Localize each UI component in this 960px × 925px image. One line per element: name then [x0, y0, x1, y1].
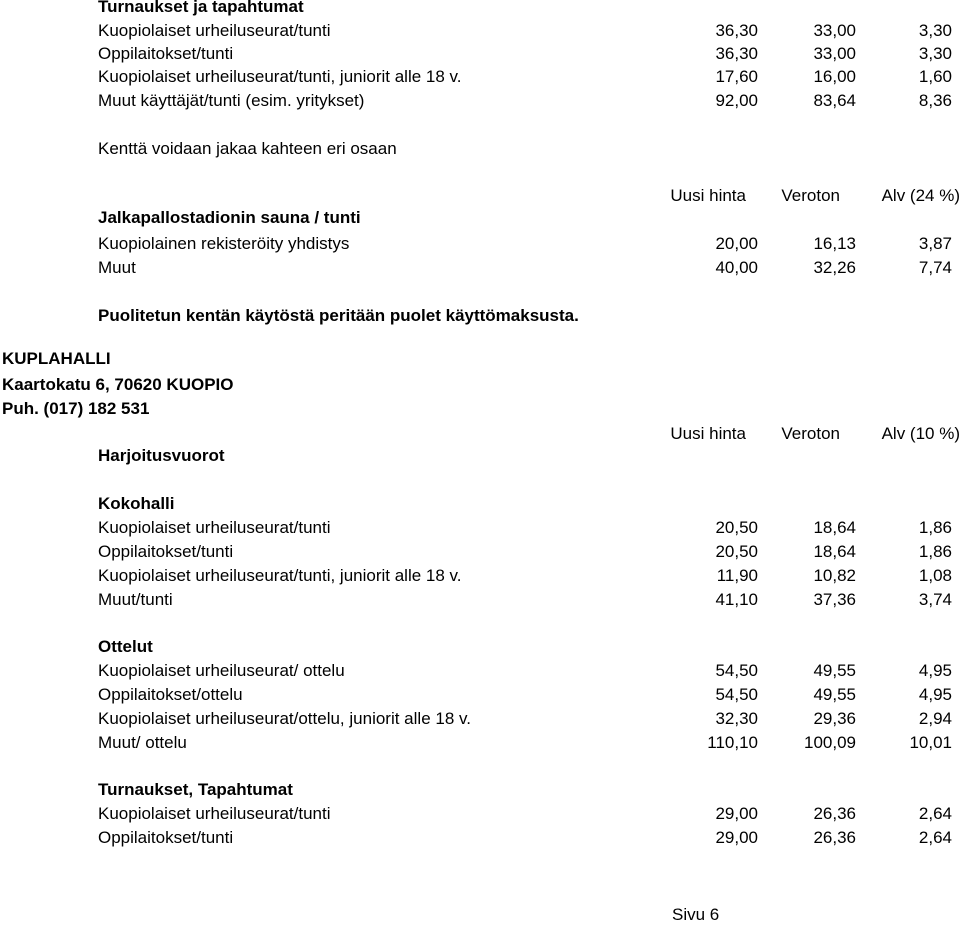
net-cell: 16,13 — [813, 234, 856, 253]
price-cell: 32,30 — [715, 709, 758, 728]
venue-phone: Puh. (017) 182 531 — [2, 399, 150, 418]
net-cell: 10,82 — [813, 566, 856, 585]
header-vat: Alv (10 %) — [881, 424, 960, 443]
price-cell: 29,00 — [715, 804, 758, 823]
venue-address: Kaartokatu 6, 70620 KUOPIO — [2, 375, 234, 394]
price-cell: 29,00 — [715, 828, 758, 847]
row-label: Kuopiolaiset urheiluseurat/tunti — [98, 518, 331, 537]
row-label: Kuopiolainen rekisteröity yhdistys — [98, 234, 350, 253]
vat-cell: 7,74 — [918, 258, 952, 277]
vat-cell: 2,94 — [918, 709, 952, 728]
price-cell: 36,30 — [715, 44, 758, 63]
row-label: Muut/tunti — [98, 590, 173, 609]
price-cell: 20,00 — [715, 234, 758, 253]
net-cell: 26,36 — [813, 828, 856, 847]
row-label: Kuopiolaiset urheiluseurat/tunti, juniorit alle 18 v. — [98, 67, 462, 86]
note-half-field: Puolitetun kentän käytöstä peritään puolet käyttömaksusta. — [98, 306, 579, 325]
row-label: Muut — [98, 258, 136, 277]
vat-cell: 1,08 — [918, 566, 952, 585]
vat-cell: 3,87 — [918, 234, 952, 253]
row-label: Kuopiolaiset urheiluseurat/tunti — [98, 21, 331, 40]
vat-cell: 1,86 — [918, 518, 952, 537]
header-net: Veroton — [781, 186, 840, 205]
vat-cell: 3,30 — [918, 21, 952, 40]
price-cell: 41,10 — [715, 590, 758, 609]
row-label: Muut käyttäjät/tunti (esim. yritykset) — [98, 91, 365, 110]
price-cell: 54,50 — [715, 685, 758, 704]
net-cell: 29,36 — [813, 709, 856, 728]
price-cell: 54,50 — [715, 661, 758, 680]
net-cell: 33,00 — [813, 44, 856, 63]
section-title-turnaukset-ja-tapahtumat: Turnaukset ja tapahtumat — [98, 0, 304, 16]
net-cell: 37,36 — [813, 590, 856, 609]
header-net: Veroton — [781, 424, 840, 443]
section-title-kokohalli: Kokohalli — [98, 494, 175, 513]
net-cell: 26,36 — [813, 804, 856, 823]
vat-cell: 3,30 — [918, 44, 952, 63]
net-cell: 16,00 — [813, 67, 856, 86]
page-number: Sivu 6 — [672, 905, 720, 924]
row-label: Kuopiolaiset urheiluseurat/ottelu, juniorit alle 18 v. — [98, 709, 471, 728]
vat-cell: 2,64 — [918, 828, 952, 847]
row-label: Oppilaitokset/ottelu — [98, 685, 243, 704]
price-cell: 36,30 — [715, 21, 758, 40]
row-label: Kuopiolaiset urheiluseurat/tunti — [98, 804, 331, 823]
section-title-sauna: Jalkapallostadionin sauna / tunti — [98, 208, 361, 227]
price-cell: 20,50 — [715, 542, 758, 561]
row-label: Oppilaitokset/tunti — [98, 542, 234, 561]
section-title-ottelut: Ottelut — [98, 637, 153, 656]
net-cell: 33,00 — [813, 21, 856, 40]
price-cell: 17,60 — [715, 67, 758, 86]
net-cell: 49,55 — [813, 661, 856, 680]
section-title-turnaukset-tapahtumat: Turnaukset, Tapahtumat — [98, 780, 293, 799]
header-vat: Alv (24 %) — [881, 186, 960, 205]
vat-cell: 1,60 — [918, 67, 952, 86]
net-cell: 100,09 — [804, 733, 856, 752]
note-field-split: Kenttä voidaan jakaa kahteen eri osaan — [98, 139, 397, 158]
vat-cell: 3,74 — [918, 590, 952, 609]
vat-cell: 1,86 — [918, 542, 952, 561]
header-price: Uusi hinta — [670, 186, 746, 205]
price-cell: 40,00 — [715, 258, 758, 277]
net-cell: 18,64 — [813, 518, 856, 537]
subtitle-harjoitusvuorot: Harjoitusvuorot — [98, 446, 225, 465]
venue-name: KUPLAHALLI — [2, 349, 111, 368]
vat-cell: 2,64 — [918, 804, 952, 823]
vat-cell: 4,95 — [918, 685, 952, 704]
net-cell: 18,64 — [813, 542, 856, 561]
row-label: Kuopiolaiset urheiluseurat/tunti, juniorit alle 18 v. — [98, 566, 462, 585]
header-price: Uusi hinta — [670, 424, 746, 443]
price-cell: 110,10 — [707, 733, 758, 752]
vat-cell: 8,36 — [918, 91, 952, 110]
price-cell: 11,90 — [716, 566, 758, 585]
row-label: Oppilaitokset/tunti — [98, 44, 234, 63]
net-cell: 49,55 — [813, 685, 856, 704]
row-label: Muut/ ottelu — [98, 733, 187, 752]
net-cell: 83,64 — [813, 91, 856, 110]
vat-cell: 10,01 — [909, 733, 952, 752]
row-label: Oppilaitokset/tunti — [98, 828, 234, 847]
vat-cell: 4,95 — [918, 661, 952, 680]
row-label: Kuopiolaiset urheiluseurat/ ottelu — [98, 661, 345, 680]
price-cell: 92,00 — [715, 91, 758, 110]
price-cell: 20,50 — [715, 518, 758, 537]
net-cell: 32,26 — [813, 258, 856, 277]
